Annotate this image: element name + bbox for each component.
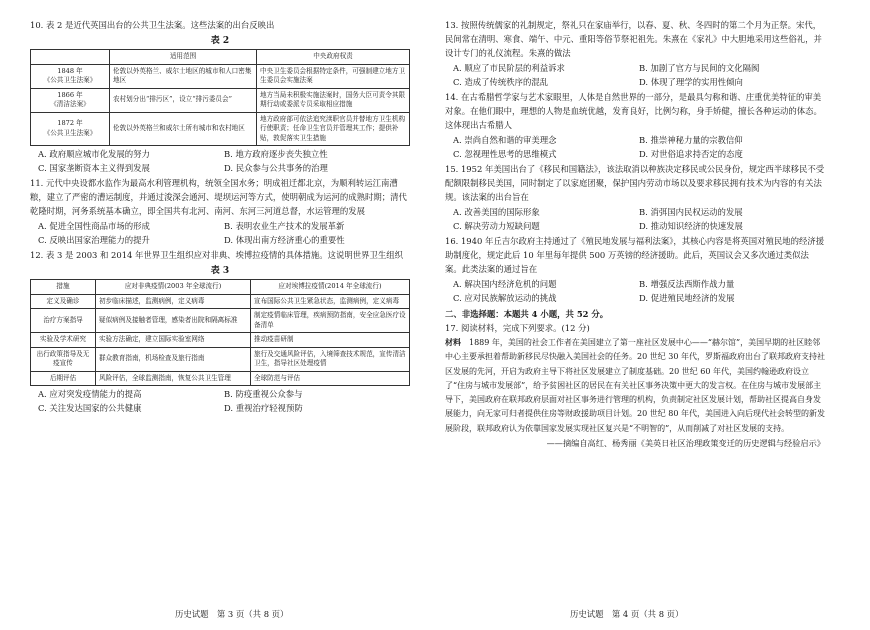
table-3-caption: 表 3 — [210, 266, 230, 276]
table-row — [31, 112, 410, 146]
table-cell: 伦敦以外英格兰、威尔士地区的城市和人口密集地区 — [110, 64, 257, 88]
question-11-text: 11. 元代中央设都水监作为最高水利管理机构，统领全国水务；明成祖迁都北京，为顺利转运江南漕粮，建立了严密的漕运制度，并通过浚深会通河、堤坝运河等方式，使明朝成为运河的成熟时期；清代乾隆时期，河务系统基本确立，即全国共有北河、南河、东河三河道总督，水运管理的发展 — [30, 178, 407, 216]
question-15-options — [445, 205, 825, 233]
question-12-options — [30, 387, 410, 415]
option-c[interactable]: C. 关注发达国家的公共健康 — [38, 403, 142, 413]
page-footer-right: 历史试题 第 4 页（共 8 页） — [570, 609, 684, 619]
table-cell: 群众教育指南，机场检查及旅行指南 — [96, 347, 251, 371]
table-header-row — [31, 50, 410, 65]
option-a[interactable]: A. 改善美国的国际形象 — [453, 207, 540, 217]
question-13-text: 13. 按照传统儒家的礼制规定，祭礼只在家庙举行，以春、夏、秋、冬四时的第二个月为正祭。宋代，民间常在清明、寒食、端午、中元、重阳等俗节祭祀祖先。朱熹在《家礼》中大胆地采用这些俗礼，并设计专门的礼仪流程。朱熹的做法 — [445, 20, 822, 58]
table-cell: 实验及学术研究 — [31, 333, 96, 348]
option-c[interactable]: C. 反映出国家治理能力的提升 — [38, 235, 150, 245]
table-3 — [30, 279, 410, 386]
option-d[interactable]: D. 民众参与公共事务的治理 — [224, 163, 328, 173]
question-13-options — [445, 61, 825, 89]
table-cell: 伦敦以外英格兰和威尔士所有城市和农村地区 — [110, 112, 257, 146]
table-cell: 1866 年 《清洁法案》 — [31, 88, 110, 112]
table-cell: 1848 年 《公共卫生法案》 — [31, 64, 110, 88]
table-header-cell: 应对非典疫情(2003 年全球流行) — [96, 280, 251, 295]
option-a[interactable]: A. 顺应了市民阶层的利益诉求 — [453, 63, 565, 73]
option-b[interactable]: B. 增强反法西斯作战力量 — [639, 279, 735, 289]
left-column — [30, 18, 410, 416]
table-header-cell: 适用范围 — [110, 50, 257, 65]
table-cell: 农村划分出“排污区”，设立“排污委员会” — [110, 88, 257, 112]
table-cell: 中央卫生委员会根据特定条件，可强制建立地方卫生委员会实施法案 — [257, 64, 410, 88]
option-d[interactable]: D. 促进殖民地经济的发展 — [639, 293, 735, 303]
option-d[interactable]: D. 重视治疗轻视预防 — [224, 403, 303, 413]
material-text: 1889 年，美国的社会工作者在美国建立了第一座社区发展中心——“赫尔馆”，美国早期的社区睦邻中心主要承担着帮助新移民尽快融入美国社会的任务。20 世纪 30 年代，罗斯福政府出台了联邦政府支持社区发展的先河，开启为政府主导下将社区发展建立了制度基础。20 世纪 60 年代，美国约翰逊政府设立了“住房与城市发展部”，给予贫困社区的居民在有关社区事务决策中更大的发言权。在住房与城市发展部主导下，美国政府在联邦政府层面对社区事务进行管理的机构，负责制定社区发展计划，帮助社区提高自身发展能力，向无家可归者提供住房等财政援助项目计划。20 世纪 80 年代，美国进入向后现代社会转型的新发展阶段，联邦政府认为依靠国家发展实现社区复兴是“不明智的”，从而削减了对社区发展的支持。 — [445, 338, 825, 433]
table-2-caption: 表 2 — [210, 36, 230, 46]
option-c[interactable]: C. 国家垄断资本主义得到发展 — [38, 163, 150, 173]
question-16-options — [445, 277, 825, 305]
option-c[interactable]: C. 应对民族解放运动的挑战 — [453, 293, 557, 303]
question-16-text: 16. 1940 年丘吉尔政府主持通过了《殖民地发展与福利法案》，其核心内容是将英国对殖民地的经济援助制度化，规定此后 10 年里每年提供 500 万英镑的经济援助。此后，英国议会又多次通过类似法案。此类法案的通过旨在 — [445, 236, 825, 274]
option-b[interactable]: B. 加剧了官方与民间的文化隔阂 — [639, 63, 760, 73]
material-label: 材料 — [445, 337, 461, 347]
option-b[interactable]: B. 防疫重视公众参与 — [224, 389, 303, 399]
table-cell: 治疗方案指导 — [31, 309, 96, 333]
option-a[interactable]: A. 促进全国性商品市场的形成 — [38, 221, 150, 231]
table-cell: 全球防范与评估 — [251, 371, 410, 386]
table-row — [31, 64, 410, 88]
option-a[interactable]: A. 崇尚自然和谐的审美理念 — [453, 135, 557, 145]
question-11-options — [30, 219, 410, 247]
table-row — [31, 309, 410, 333]
option-d[interactable]: D. 推动知识经济的快速发展 — [639, 221, 743, 231]
table-cell: 1872 年 《公共卫生法案》 — [31, 112, 110, 146]
table-header-cell: 应对埃博拉疫情(2014 年全球流行) — [251, 280, 410, 295]
option-a[interactable]: A. 解决国内经济危机的问题 — [453, 279, 557, 289]
option-b[interactable]: B. 地方政府逐步丧失独立性 — [224, 149, 328, 159]
table-cell: 初步临床描述，监测病例，定义病毒 — [96, 294, 251, 309]
option-c[interactable]: C. 解决劳动力短缺问题 — [453, 221, 540, 231]
question-14-text: 14. 在古希腊哲学家与艺术家眼里，人体是自然世界的一部分，是最具匀称和谐、庄重优美特征的审美对象。在他们眼中，理想的人物是血统优越，发育良好，比例匀称，身手矫健，擅长各种运动的体态。这体现出古希腊人 — [445, 92, 822, 130]
table-cell: 实验方法确定，建立国际实验室网络 — [96, 333, 251, 348]
table-cell: 后期评估 — [31, 371, 96, 386]
table-cell: 疑似病例及接触者管理，感染者出院和隔离标准 — [96, 309, 251, 333]
question-10-options — [30, 147, 410, 175]
table-row — [31, 294, 410, 309]
table-cell: 制定疫情临床管理，疾病预防指南，安全应急医疗设备清单 — [251, 309, 410, 333]
question-14-options — [445, 133, 825, 161]
option-b[interactable]: B. 表明农业生产技术的发展革新 — [224, 221, 345, 231]
table-header-row — [31, 280, 410, 295]
question-17-stem: 17. 阅读材料，完成下列要求。(12 分) — [445, 323, 590, 333]
question-15-text: 15. 1952 年美国出台了《移民和国籍法》，该法取消以种族决定移民或公民身份，规定西半球移民不受配额限制移民美国，同时制定了以家庭团聚，保护国内劳动市场以及要求移民拥有技术为内容的有关法规。该法案的出台旨在 — [445, 164, 825, 202]
table-cell: 地方政府部可依法追究渎职官员并替地方卫生机构行使职责；任命卫生官员并管理其工作；提供补贴，敦促落实卫生措施 — [257, 112, 410, 146]
option-d[interactable]: D. 体现了理学的实用性倾向 — [639, 77, 743, 87]
question-10-stem: 10. 表 2 是近代英国出台的公共卫生法案。这些法案的出台反映出 — [30, 20, 275, 30]
option-a[interactable]: A. 应对突发疫情能力的提高 — [38, 389, 142, 399]
table-cell: 出行政策指导及无疫宣传 — [31, 347, 96, 371]
table-row — [31, 371, 410, 386]
table-header-cell: 中央政府权责 — [257, 50, 410, 65]
table-cell: 定义及确诊 — [31, 294, 96, 309]
table-header-cell: 措施 — [31, 280, 96, 295]
option-c[interactable]: C. 忽视理性思考的思维模式 — [453, 149, 557, 159]
option-d[interactable]: D. 对世俗追求持否定的态度 — [639, 149, 743, 159]
option-c[interactable]: C. 造成了传统秩序的混乱 — [453, 77, 549, 87]
table-cell: 地方当局未积极实施法案时，国务大臣可责令其限期行动或委派专员采取相应措施 — [257, 88, 410, 112]
table-cell: 旅行及交通风险评估，入境筛查技术规范，宣传清洁卫生，指导社区处理疫情 — [251, 347, 410, 371]
option-d[interactable]: D. 体现出南方经济重心的重要性 — [224, 235, 345, 245]
table-cell: 推动疫苗研制 — [251, 333, 410, 348]
question-12-text: 12. 表 3 是 2003 和 2014 年世界卫生组织应对非典、埃博拉疫情的具体措施。这说明世界卫生组织 — [30, 250, 404, 260]
option-b[interactable]: B. 消弭国内民权运动的发展 — [639, 207, 743, 217]
question-17-material — [445, 335, 825, 436]
table-cell: 风险评估，全球监测指南，恢复公共卫生管理 — [96, 371, 251, 386]
table-2 — [30, 49, 410, 146]
right-column — [445, 18, 825, 450]
table-row — [31, 347, 410, 371]
option-b[interactable]: B. 推崇神秘力量的宗教信仰 — [639, 135, 743, 145]
section-2-heading: 二、非选择题：本题共 4 小题，共 52 分。 — [445, 309, 609, 319]
table-cell: 宣布国际公共卫生紧急状态，监测病例，定义病毒 — [251, 294, 410, 309]
material-source: ——摘编自高红、杨秀丽《美英日社区治理政策变迁的历史逻辑与经验启示》 — [546, 438, 825, 449]
option-a[interactable]: A. 政府顺应城市化发展的努力 — [38, 149, 150, 159]
table-row — [31, 333, 410, 348]
table-row — [31, 88, 410, 112]
table-header-cell — [31, 50, 110, 65]
page-footer-left: 历史试题 第 3 页（共 8 页） — [175, 609, 289, 619]
